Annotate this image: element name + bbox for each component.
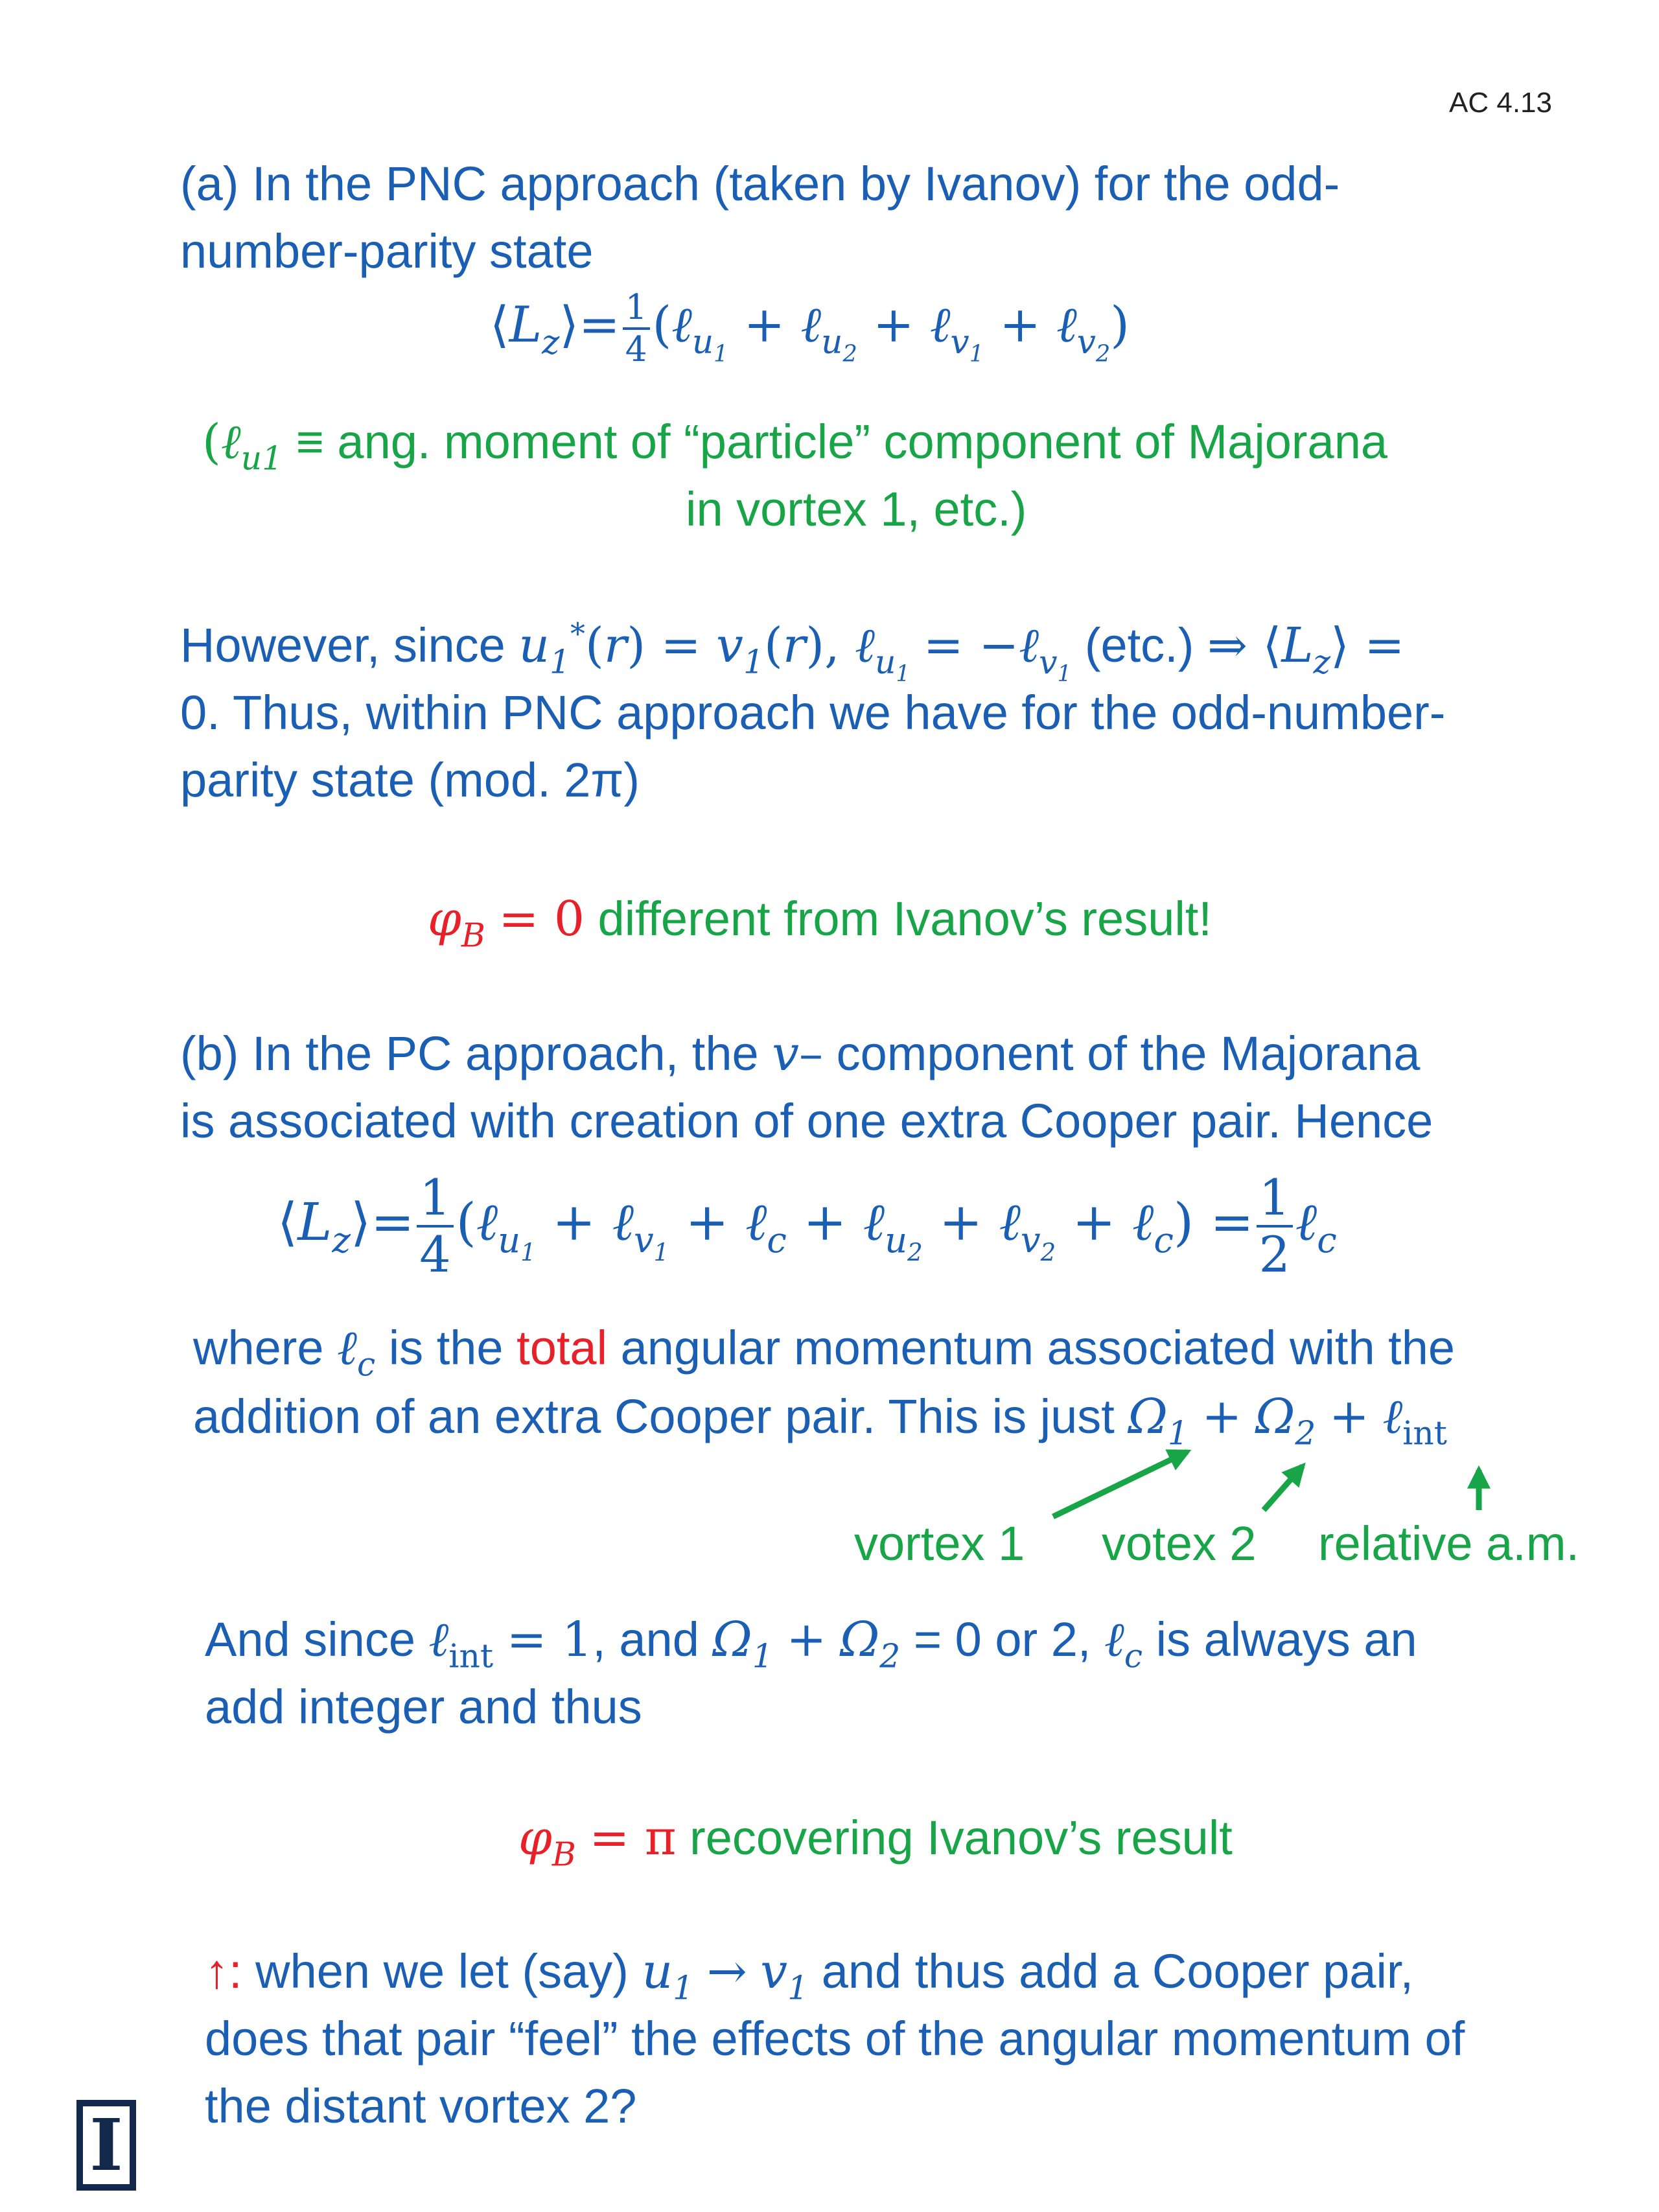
part-a-line2: number-parity state (180, 224, 594, 278)
part-b-end: component of the Majorana (836, 1027, 1421, 1080)
where-end: angular momentum associated with the (620, 1321, 1456, 1375)
however-line1: However, since $u_1^*(r) = v_1(r)$, ℓ$_{u_1}$ = −ℓ$_{v_1}$ (etc.) ⇒ $⟨L_z⟩$ = (180, 616, 1405, 687)
where-mid: is the (388, 1321, 504, 1375)
part-b-line2: is associated with creation of one extra Cooper pair. Hence (180, 1094, 1433, 1148)
etc-text: (etc.) (1084, 618, 1194, 672)
label-vortex1: vortex 1 (854, 1517, 1025, 1570)
university-logo-icon (76, 2100, 136, 2191)
where-start: where (193, 1321, 324, 1375)
logo-inner (83, 2103, 130, 2187)
label-vortex2: votex 2 (1102, 1517, 1257, 1570)
however-start: However, since (180, 618, 505, 672)
phi-b-value-a: = 0 (498, 891, 585, 947)
question-end: and thus add a Cooper pair, (821, 1944, 1414, 1998)
always-text: is always an (1155, 1612, 1417, 1666)
angular-momentum-note-line2: in vortex 1, etc.) (686, 482, 1027, 536)
however-line2: 0. Thus, within PNC approach we have for the odd-number- (180, 686, 1446, 739)
note-text: ≡ ang. moment of “particle” component of Majorana (296, 415, 1388, 469)
result-b (518, 1804, 1233, 1872)
arrow-vortex1 (1053, 1452, 1187, 1517)
zero-or-two: = 0 or 2, (913, 1612, 1091, 1666)
part-b-line1: (b) In the PC approach, the v– component of the Majorana (180, 1026, 1421, 1082)
question-line3: the distant vortex 2? (205, 2079, 637, 2133)
phi-b-symbol-b: $\varphi_B$ (518, 1810, 576, 1874)
and-since-line2: add integer and thus (205, 1680, 642, 1734)
question-line1: ↑: when we let (say) $u_1 \to v_1$ and thus add a Cooper pair, (205, 1944, 1414, 2007)
up-arrow-icon: ↑: (205, 1944, 242, 1998)
result-b-text: recovering Ivanov’s result (690, 1811, 1233, 1865)
equation-lz-pnc: $⟨L_z⟩=$ $\frac{1}{4}$ (ℓ$_{u_1}$ + ℓ$_{u_2}$ + ℓ$_{v_1}$ + ℓ$_{v_2}$) (490, 287, 1130, 370)
part-b-start: (b) In the PC approach, the (180, 1027, 759, 1080)
logo-letter: I (89, 2103, 123, 2187)
arrow-vortex2 (1264, 1466, 1303, 1510)
phi-b-symbol-a: $\varphi_B$ (428, 891, 485, 955)
equation-lz-pc: $⟨L_z⟩=$ $\frac{1}{4}$ (ℓ$_{u_1}$ + ℓ$_{v_1}$ + ℓ$_c$ + ℓ$_{u_2}$ + ℓ$_{v_2}$ + ℓ$_c$) = $\frac{1}{2}$ ℓ$_c$ (277, 1169, 1337, 1283)
angular-momentum-note-line1: (ℓ$_{u1}$ ≡ ang. moment of “particle” component of Majorana (202, 414, 1388, 478)
and-text: , and (592, 1612, 699, 1666)
where-line1: where ℓ$_c$ is the total angular momentum associated with the (193, 1320, 1456, 1384)
and-since-start: And since (205, 1612, 415, 1666)
however-line3: parity state (mod. 2π) (180, 753, 640, 807)
part-a-line1: (a) In the PNC approach (taken by Ivanov) for the odd- (180, 157, 1340, 211)
label-relative-am: relative a.m. (1318, 1517, 1580, 1570)
and-since-line1: And since ℓ$_{int}$ = 1, and $\Omega_1 + \Omega_2 = 0$ or 2, ℓ$_c$ is always an (205, 1612, 1417, 1675)
slide-number: AC 4.13 (1449, 87, 1552, 119)
where-line2: addition of an extra Cooper pair. This is just $\Omega_1 + \Omega_2$ + ℓ$_{int}$ (193, 1389, 1448, 1452)
question-start: when we let (say) (255, 1944, 629, 1998)
phi-b-value-b: = π (589, 1810, 677, 1866)
result-a-text: different from Ivanov’s result! (597, 892, 1212, 946)
question-line2: does that pair “feel” the effects of the angular momentum of (205, 2012, 1465, 2066)
where-line2-text: addition of an extra Cooper pair. This is just (193, 1390, 1115, 1443)
total-word: total (516, 1321, 608, 1375)
